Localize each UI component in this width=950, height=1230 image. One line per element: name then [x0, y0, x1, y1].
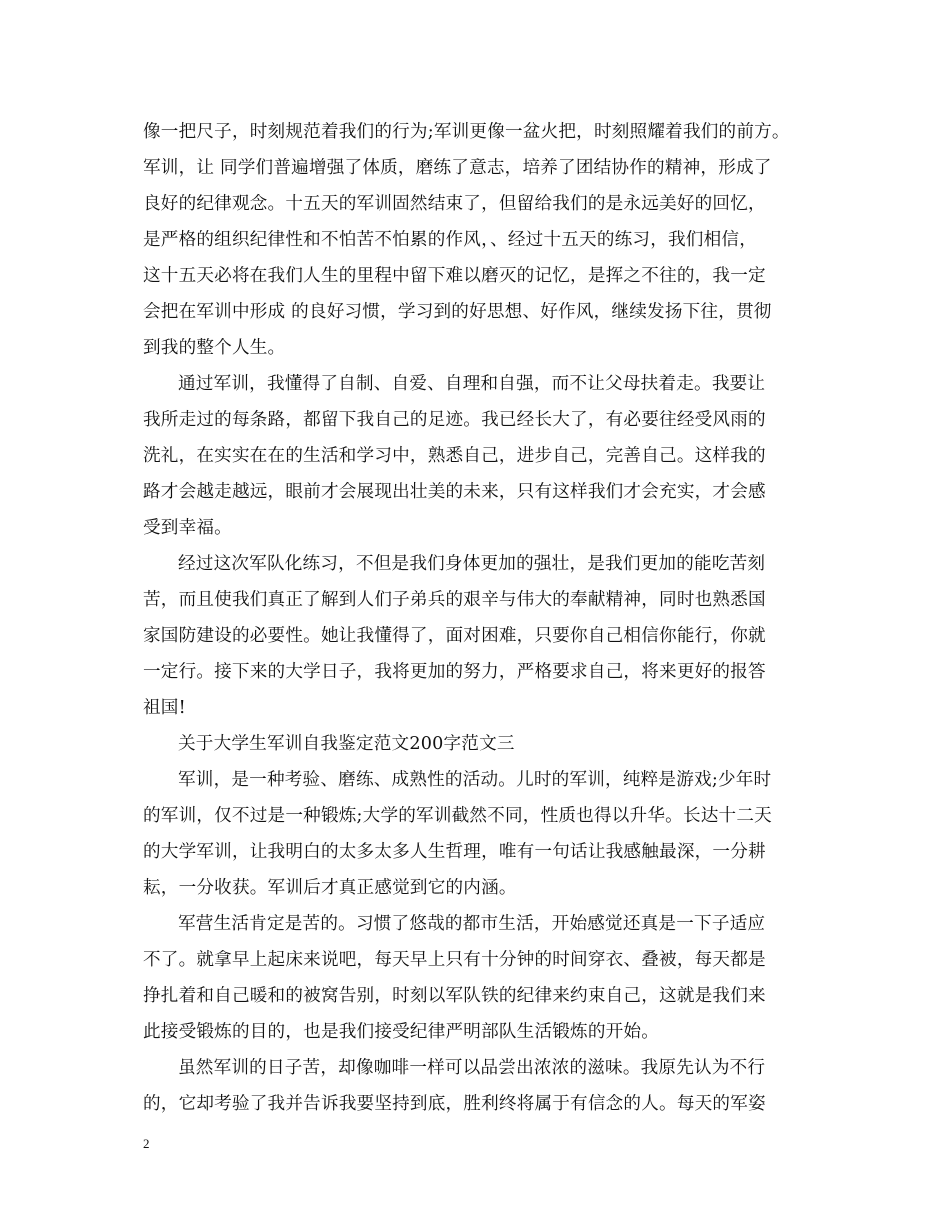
text-line: 祖国! [143, 698, 186, 718]
text-line: 我所走过的每条路，都留下我自己的足迹。我已经长大了，有必要往经受风雨的 [143, 410, 766, 430]
text-line: 到我的整个人生。 [143, 338, 286, 358]
text-line: 像一把尺子，时刻规范着我们的行为;军训更像一盆火把，时刻照耀着我们的前方。 [143, 122, 790, 142]
text-line: 不了。就拿早上起床来说吧，每天早上只有十分钟的时间穿衣、叠被，每天都是 [143, 950, 766, 970]
page-number: 2 [143, 1136, 150, 1151]
section-heading: 关于大学生军训自我鉴定范文200字范文三 [178, 734, 515, 754]
text-line: 耘，一分收获。军训后才真正感觉到它的内涵。 [143, 878, 517, 898]
text-line: 受到幸福。 [143, 518, 232, 538]
text-line: 军训，是一种考验、磨练、成熟性的活动。儿时的军训，纯粹是游戏;少年时 [178, 770, 772, 790]
text-line: 的军训，仅不过是一种锻炼;大学的军训截然不同，性质也得以升华。长达十二天 [143, 806, 772, 826]
text-line: 经过这次军队化练习，不但是我们身体更加的强壮，是我们更加的能吃苦刻 [178, 554, 766, 574]
text-line: 此接受锻炼的目的，也是我们接受纪律严明部队生活锻炼的开始。 [143, 1022, 660, 1042]
text-line: 的，它却考验了我并告诉我要坚持到底，胜利终将属于有信念的人。每天的军姿 [143, 1094, 766, 1114]
text-line: 的大学军训，让我明白的太多太多人生哲理，唯有一句话让我感触最深，一分耕 [143, 842, 766, 862]
text-line: 是严格的组织纪律性和不怕苦不怕累的作风，、经过十五天的练习，我们相信， [143, 230, 757, 250]
text-line: 苦，而且使我们真正了解到人们子弟兵的艰辛与伟大的奉献精神，同时也熟悉国 [143, 590, 766, 610]
text-line: 一定行。接下来的大学日子，我将更加的努力，严格要求自己，将来更好的报答 [143, 662, 766, 682]
text-line: 家国防建设的必要性。她让我懂得了，面对困难，只要你自己相信你能行，你就 [143, 626, 766, 646]
text-line: 洗礼，在实实在在的生活和学习中，熟悉自己，进步自己，完善自己。这样我的 [143, 446, 766, 466]
text-line: 通过军训，我懂得了自制、自爱、自理和自强，而不让父母扶着走。我要让 [178, 374, 766, 394]
text-line: 军训，让 同学们普遍增强了体质，磨练了意志，培养了团结协作的精神，形成了 [143, 158, 772, 178]
text-line: 良好的纪律观念。十五天的军训固然结束了，但留给我们的是永远美好的回忆， [143, 194, 766, 214]
text-line: 军营生活肯定是苦的。习惯了悠哉的都市生活，开始感觉还真是一下子适应 [178, 914, 766, 934]
text-line: 会把在军训中形成 的良好习惯，学习到的好思想、好作风，继续发扬下往，贯彻 [143, 302, 772, 322]
text-line: 虽然军训的日子苦，却像咖啡一样可以品尝出浓浓的滋味。我原先认为不行 [178, 1058, 766, 1078]
text-line: 路才会越走越远，眼前才会展现出壮美的未来，只有这样我们才会充实，才会感 [143, 482, 766, 502]
text-line: 这十五天必将在我们人生的里程中留下难以磨灭的记忆，是挥之不往的，我一定 [143, 266, 766, 286]
text-line: 挣扎着和自己暖和的被窝告别，时刻以军队铁的纪律来约束自己，这就是我们来 [143, 986, 766, 1006]
